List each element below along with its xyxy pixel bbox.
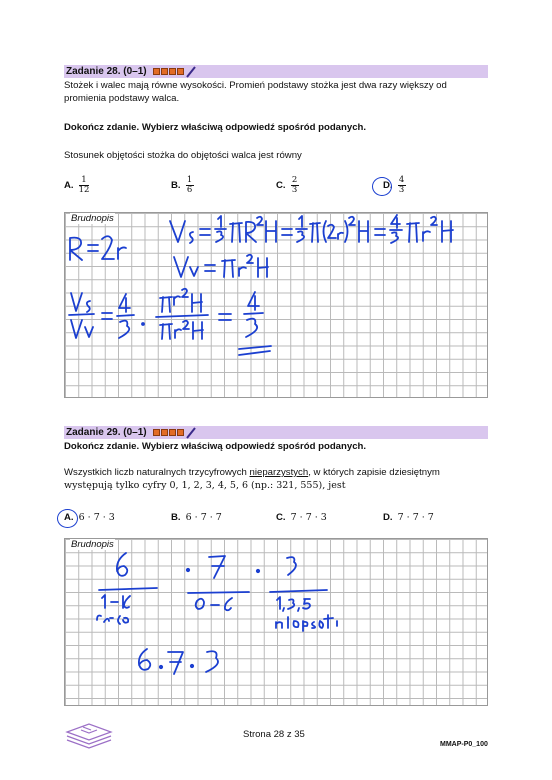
task-28-option-a[interactable]: A. $\frac{1}{12}$ bbox=[64, 175, 90, 195]
task-28-option-c[interactable]: C. $\frac{2}{3}$ bbox=[276, 175, 298, 195]
task-28-body: Stożek i walec mają równe wysokości. Promień podstawy stożka jest dwa razy większy od promienia podstawy walca. bbox=[64, 80, 447, 104]
points-badge-icon bbox=[153, 66, 196, 78]
task-29-option-d[interactable]: D. 7 · 7 · 7 bbox=[383, 512, 434, 523]
points-badge-icon bbox=[153, 427, 196, 439]
task-28-stem: Stosunek objętości stożka do objętości walca jest równy bbox=[64, 150, 302, 161]
task-29-stem: Wszystkich liczb naturalnych trzycyfrowych nieparzystych, w których zapisie dziesiętnym występują tylko cyfry 0, 1, 2, 3, 4, 5, 6 (np.: 321, 555), jest bbox=[64, 467, 440, 491]
scratchpad-29-label: Brudnopis bbox=[71, 539, 114, 550]
selection-circle bbox=[372, 177, 392, 196]
scratchpad-28-label: Brudnopis bbox=[71, 213, 114, 224]
task-29-option-c[interactable]: C. 7 · 7 · 3 bbox=[276, 512, 327, 523]
task-29-instruction: Dokończ zdanie. Wybierz właściwą odpowiedź spośród podanych. bbox=[64, 441, 367, 452]
selection-circle bbox=[57, 509, 78, 528]
task-29-header bbox=[64, 426, 488, 439]
task-28-option-b[interactable]: B. $\frac{1}{6}$ bbox=[171, 175, 193, 195]
task-29-option-b[interactable]: B. 6 · 7 · 7 bbox=[171, 512, 222, 523]
exam-code: MMAP-P0_100 bbox=[440, 741, 488, 748]
task-29-option-a[interactable]: A. 6 · 7 · 3 bbox=[64, 512, 115, 523]
book-stack-logo-icon bbox=[63, 718, 115, 752]
task-28-header bbox=[64, 65, 488, 78]
task-28-title: Zadanie 28. (0–1) bbox=[66, 66, 147, 77]
handwriting-task-28 bbox=[64, 212, 488, 398]
task-28-instruction: Dokończ zdanie. Wybierz właściwą odpowiedź spośród podanych. bbox=[64, 122, 367, 133]
task-28-option-d[interactable]: D. $\frac{4}{3}$ bbox=[383, 175, 405, 195]
task-29-title: Zadanie 29. (0–1) bbox=[66, 427, 147, 438]
handwriting-task-29 bbox=[64, 538, 488, 706]
page-number: Strona 28 z 35 bbox=[243, 729, 305, 740]
